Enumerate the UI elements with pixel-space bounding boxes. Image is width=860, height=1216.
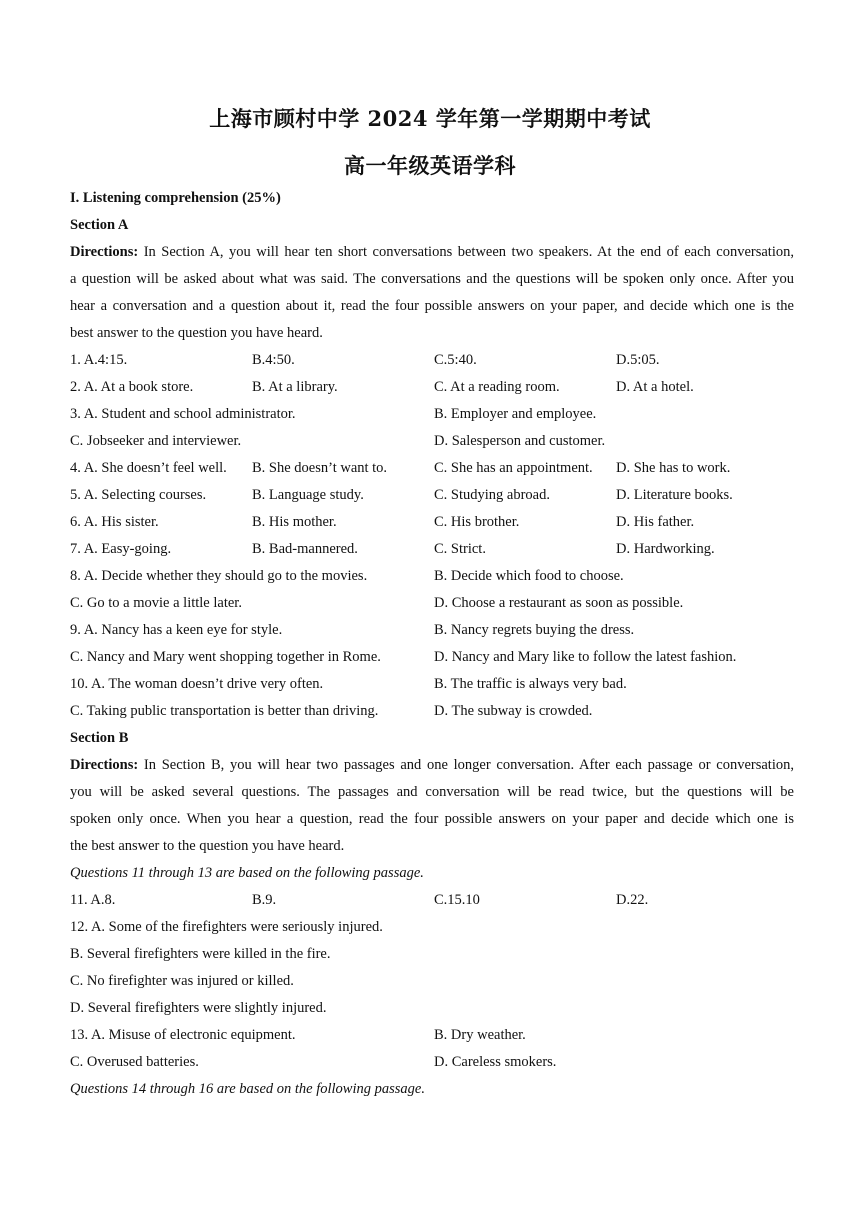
question-10 [70,671,794,698]
option: 3. A. Student and school administrator. [70,406,296,422]
directions-label: Directions: [70,244,139,260]
question-12-option: B. Several firefighters were killed in the fire. [70,946,331,962]
question-5 [70,482,794,509]
option: D. Literature books. [616,487,733,503]
option: C. Strict. [434,541,486,557]
option: 9. A. Nancy has a keen eye for style. [70,622,283,638]
exam-subtitle: 高一年级英语学科 [344,153,516,178]
passage-note: Questions 14 through 16 are based on the following passage. [70,1081,425,1097]
option: B. Bad-mannered. [252,541,358,557]
section-a-directions-line: hear a conversation and a question about it, read the four possible answers on your paper, and decide which one is the [70,298,794,314]
option: C. Overused batteries. [70,1054,199,1070]
section-a-directions-line: Directions: In Section A, you will hear ten short conversations between two speakers. At the end of each conversation, [70,244,794,260]
option: D. Choose a restaurant as soon as possible. [434,595,684,611]
option: D. Hardworking. [616,541,715,557]
question-12-option: C. No firefighter was injured or killed. [70,973,294,989]
option: D. At a hotel. [616,379,694,395]
question-7 [70,536,794,563]
option: 1. A.4:15. [70,352,128,368]
question-1 [70,347,794,374]
section-a-heading: Section A [70,217,129,233]
option: B. The traffic is always very bad. [434,676,627,692]
question-10-cont [70,698,794,725]
option: 5. A. Selecting courses. [70,487,207,503]
option: 11. A.8. [70,892,116,908]
option: C.5:40. [434,352,477,368]
option: 8. A. Decide whether they should go to the movies. [70,568,368,584]
option: C.15.10 [434,892,480,908]
question-9-cont [70,644,794,671]
section-a-directions-line: a question will be asked about what was said. The conversations and the questions will be spoken only once. After you [70,271,794,287]
option: 2. A. At a book store. [70,379,194,395]
question-3 [70,401,794,428]
option: D.5:05. [616,352,660,368]
option: 4. A. She doesn’t feel well. [70,460,227,476]
option: D. She has to work. [616,460,731,476]
question-12-option: D. Several firefighters were slightly injured. [70,1000,327,1016]
option: B. Nancy regrets buying the dress. [434,622,635,638]
option: B. At a library. [252,379,338,395]
question-2 [70,374,794,401]
option: C. Taking public transportation is better than driving. [70,703,379,719]
option: B.9. [252,892,277,908]
question-12: 12. A. Some of the firefighters were seriously injured. [70,919,383,935]
option: B. Language study. [252,487,364,503]
option: C. At a reading room. [434,379,560,395]
option: D. The subway is crowded. [434,703,593,719]
option: B. She doesn’t want to. [252,460,388,476]
option: D. Nancy and Mary like to follow the latest fashion. [434,649,737,665]
question-6 [70,509,794,536]
option: C. His brother. [434,514,520,530]
option: C. Studying abroad. [434,487,550,503]
exam-title: 上海市顾村中学 2024 学年第一学期期中考试 [209,106,651,131]
passage-note: Questions 11 through 13 are based on the following passage. [70,865,424,881]
question-11 [70,887,794,914]
option: 10. A. The woman doesn’t drive very often. [70,676,324,692]
option: 7. A. Easy-going. [70,541,172,557]
option: B. Dry weather. [434,1027,526,1043]
section-b-directions-line: Directions: In Section B, you will hear two passages and one longer conversation. After each passage or conversation, [70,757,794,773]
exam-content [70,185,794,1103]
option: C. Nancy and Mary went shopping together in Rome. [70,649,381,665]
question-8-cont [70,590,794,617]
section-b-directions-line: you will be asked several questions. The passages and conversation will be read twice, but the questions will be [70,784,794,800]
option: C. Go to a movie a little later. [70,595,242,611]
section-b-directions-line: the best answer to the question you have heard. [70,838,345,854]
question-3-cont [70,428,794,455]
question-9 [70,617,794,644]
section-b-heading: Section B [70,730,129,746]
section-a-directions-line: best answer to the question you have heard. [70,325,323,341]
section-b-directions-line: spoken only once. When you hear a question, read the four possible answers on your paper and decide which one is [70,811,794,827]
option: D. Salesperson and customer. [434,433,606,449]
question-13-cont [70,1049,794,1076]
option: B. Employer and employee. [434,406,597,422]
option: D.22. [616,892,649,908]
option: C. She has an appointment. [434,460,593,476]
question-13 [70,1022,794,1049]
option: B. Decide which food to choose. [434,568,624,584]
option: D. His father. [616,514,695,530]
option: C. Jobseeker and interviewer. [70,433,242,449]
question-4 [70,455,794,482]
option: B. His mother. [252,514,337,530]
part-heading: I. Listening comprehension (25%) [70,190,281,206]
option: B.4:50. [252,352,295,368]
question-8 [70,563,794,590]
option: 13. A. Misuse of electronic equipment. [70,1027,296,1043]
option: D. Careless smokers. [434,1054,557,1070]
option: 6. A. His sister. [70,514,159,530]
directions-label: Directions: [70,757,139,773]
